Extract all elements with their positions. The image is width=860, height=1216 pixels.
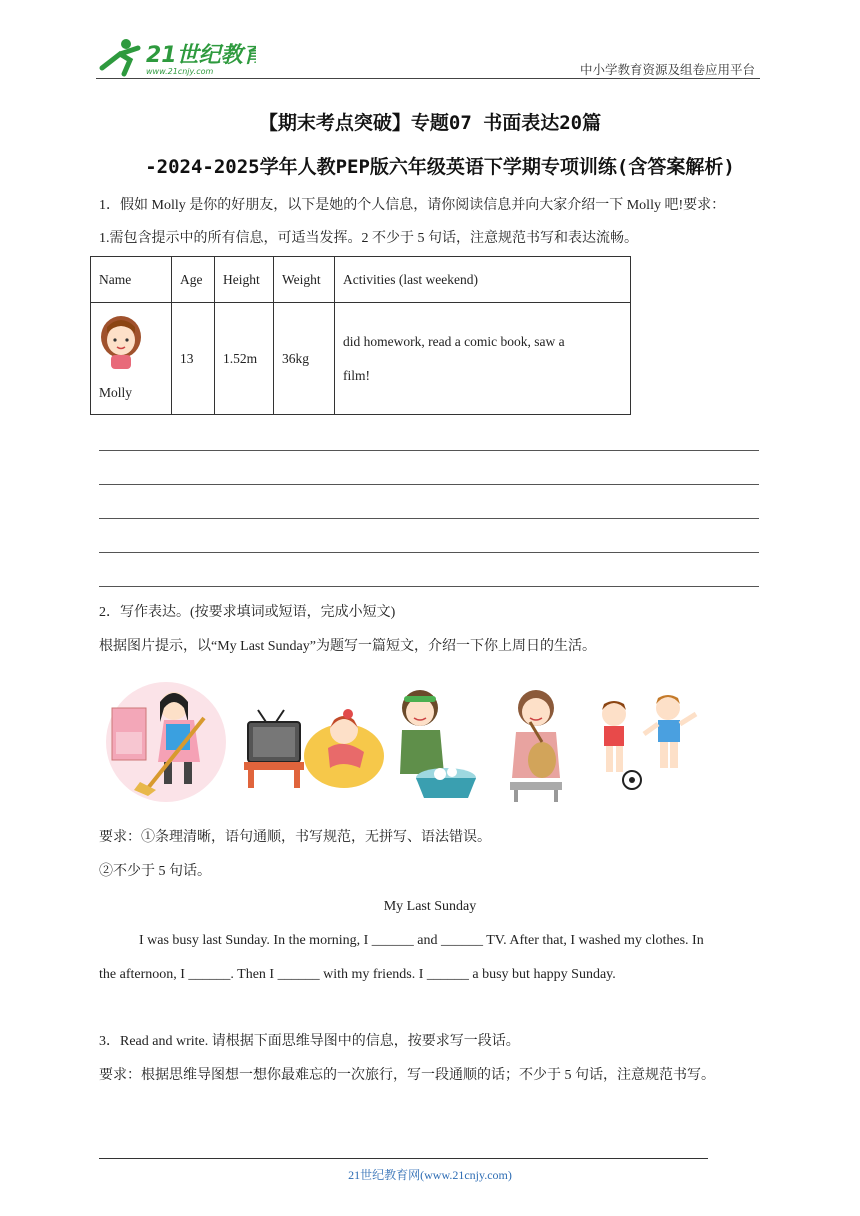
logo [96,34,256,78]
playing-football-picture [588,678,708,803]
info-table [90,256,631,415]
q3-requirement: 要求：根据思维导图想一想你最难忘的一次旅行，写一段通顺的话；不少于 5 句话，注意规范书写。 [99,1068,715,1083]
q2-requirement-1: 要求：①条理清晰，语句通顺，书写规范，无拼写、语法错误。 [99,830,491,845]
q2-instruction: 根据图片提示，以“My Last Sunday”为题写一篇短文，介绍一下你上周日的生活。 [99,639,596,654]
cell-weight: 36kg [274,303,335,415]
svg-text:21世纪教育: 21世纪教育 [146,43,256,68]
platform-name: 中小学教育资源及组卷应用平台 [579,63,755,77]
footer-divider [99,1158,708,1159]
answer-line[interactable] [99,586,759,587]
title-line-2: -2024-2025学年人教PEP版六年级英语下学期专项训练(含答案解析) [145,156,735,178]
q1-prompt: 1．假如 Molly 是你的好朋友，以下是她的个人信息，请你阅读信息并向大家介绍一下 Molly 吧!要求： [99,198,726,213]
passage-line-2: the afternoon, I ______. Then I ______ with my friends. I ______ a busy but happy Sunday. [99,967,616,982]
cell-activities [335,303,631,415]
q2-requirement-2: ②不少于 5 句话。 [99,864,211,879]
activities-line-1: did homework, read a comic book, saw a [343,333,565,349]
student-name: Molly [99,385,133,400]
header-weight: Weight [274,257,335,303]
answer-line[interactable] [99,518,759,519]
header-divider [96,78,760,79]
answer-line[interactable] [99,484,759,485]
answer-line[interactable] [99,450,759,451]
q2-prompt: 2．写作表达。(按要求填词或短语，完成小短文) [99,605,396,620]
footer-link[interactable]: 21世纪教育网(www.21cnjy.com) [348,1168,512,1182]
q3-prompt: 3．Read and write. 请根据下面思维导图中的信息，按要求写一段话。 [99,1034,520,1049]
header-name: Name [91,257,172,303]
passage-title: My Last Sunday [383,899,477,914]
q1-requirement: 1.需包含提示中的所有信息，可适当发挥。2 不少于 5 句话，注意规范书写和表达流畅。 [99,231,638,246]
cell-height: 1.52m [215,303,274,415]
header-height: Height [215,257,274,303]
svg-text:www.21cnjy.com: www.21cnjy.com [146,67,214,76]
passage-line-1: I was busy last Sunday. In the morning, I ______ and ______ TV. After that, I washed my clothes. In [139,933,704,948]
header-age: Age [172,257,215,303]
playing-pipa-picture [500,678,572,803]
answer-line[interactable] [99,552,759,553]
activities-line-2: film! [343,367,370,383]
header-activities: Activities (last weekend) [335,257,631,303]
girl-avatar [99,315,143,369]
cell-age: 13 [172,303,215,415]
sweeping-picture [104,678,234,803]
watching-tv-picture [244,678,384,803]
title-line-1: 【期末考点突破】专题07 书面表达20篇 [258,112,602,134]
washing-clothes-picture [392,678,480,803]
